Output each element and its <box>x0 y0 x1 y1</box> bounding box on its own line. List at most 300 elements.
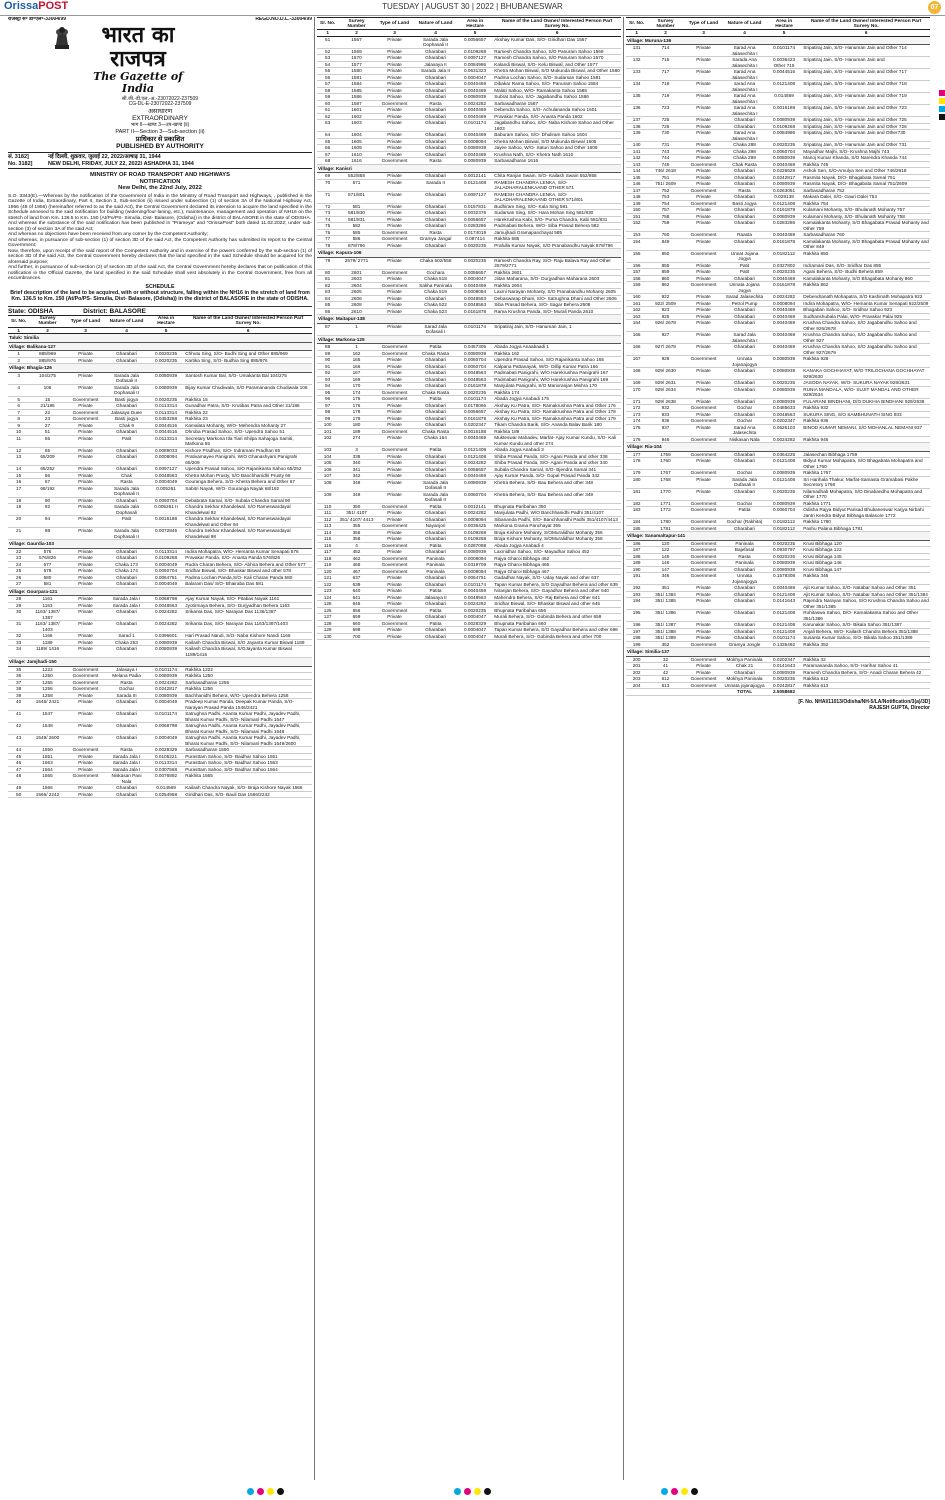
village-heading-row <box>8 342 312 351</box>
table-cell: 1189 <box>29 639 65 646</box>
table-cell: 15 <box>29 396 65 403</box>
table-cell: Gharabari <box>723 168 766 175</box>
table-cell: Pashu Palana Bibhaga 1781 <box>802 525 930 532</box>
table-cell: Government <box>375 236 415 243</box>
table-cell: 66 <box>29 472 65 479</box>
table-cell: Chandra Sekhar Khandelwal, S/O Rameswardayal Khandelwal 92 <box>184 504 312 516</box>
table-cell: 0.0121408 <box>457 179 493 191</box>
table-cell: Private <box>66 372 106 384</box>
table-cell: Gharabari <box>723 181 766 188</box>
table-cell: Private <box>684 313 724 320</box>
table-cell: 0.087414 <box>457 236 493 243</box>
table-cell: 37 <box>8 679 29 686</box>
table-cell: Gharabari <box>414 402 457 409</box>
column-number: 1 <box>626 30 647 37</box>
table-cell: 0.0263051 <box>766 187 802 194</box>
table-cell: Rasmita Nayak, D/O- Bhagabata Samal 751 <box>802 174 930 181</box>
table-cell: Manjulata Padhi, W/O Banchhanidhi Padhi 351/4107 <box>493 510 621 517</box>
table-cell: Patita <box>414 620 457 627</box>
table-cell: 0.0056657 <box>457 269 493 276</box>
yellow-dot <box>681 1488 688 1495</box>
table-cell: Government <box>66 686 106 693</box>
table-cell: 0.0080939 <box>148 692 184 699</box>
table-body <box>626 36 930 695</box>
table-cell: Ramesh Chandra Sahoo, S/O Panuram Sahoo 1570 <box>493 55 621 62</box>
land-schedule-table <box>626 17 930 696</box>
table-cell: Chita Ranjan Swain, S/O- Kailash Swain 552/858 <box>493 173 621 180</box>
table-cell: 0.0048563 <box>457 295 493 302</box>
table-cell: 0.0113314 <box>148 403 184 410</box>
table-cell: 1610 <box>338 151 374 158</box>
column-number: 6 <box>184 327 312 334</box>
table-cell: Jiitan Maharana, S/O- Durjyadhan Maharana 2603 <box>493 276 621 283</box>
table-cell: 1768 <box>647 476 683 488</box>
table-cell: Melana Padia <box>105 673 148 680</box>
table-cell: 25 <box>8 568 29 575</box>
table-cell: Government <box>375 503 415 510</box>
table-cell: Rakhita 946 <box>802 436 930 443</box>
table-cell: Private <box>684 123 724 130</box>
table-cell: 125 <box>317 601 338 608</box>
table-cell: 0.0040469 <box>457 435 493 447</box>
table-cell: Private <box>684 628 724 635</box>
table-row <box>317 173 621 180</box>
table-cell: Gharabari <box>414 363 457 370</box>
table-cell: Mayadhar Majhi, S/O- Krushna Majhi 743 <box>802 148 930 155</box>
table-cell: Gharabari <box>723 458 766 470</box>
table-cell: Private <box>684 300 724 307</box>
table-cell: 612 <box>647 676 683 683</box>
table-cell: Private <box>375 409 415 416</box>
table-cell: 338 <box>338 453 374 460</box>
table-cell: 0.005261 <box>148 485 184 497</box>
table-cell: Kalandi Biswal, S/O- Kelu Biswal, and Other 1577 <box>493 61 621 68</box>
table-cell: Gharabari <box>105 699 148 711</box>
table-cell: Rakhita 850 <box>802 250 930 262</box>
table-cell: Chaka 288 <box>723 142 766 149</box>
table-cell: 0.0178066 <box>457 402 493 409</box>
table-row <box>8 773 312 785</box>
table-cell: Makara Dalei, S/O- Gauri Dalei 753 <box>802 194 930 201</box>
table-cell: Gochar <box>723 418 766 425</box>
table-cell: Private <box>66 422 106 429</box>
table-cell: 0.0080939 <box>148 639 184 646</box>
table-cell: 68/192 <box>29 485 65 497</box>
table-cell: 467 <box>338 568 374 575</box>
column-header: Sr. No. <box>8 315 29 327</box>
table-cell: 0.0080939 <box>148 673 184 680</box>
table-cell: 581 <box>29 581 65 588</box>
village-heading-row <box>317 249 621 258</box>
table-cell: 0.0113314 <box>148 435 184 447</box>
table-cell: Rohitaswa Sahoo, D/O- Kamalakanta Sahoo and Other 351/1386 <box>802 610 930 622</box>
table-cell: Patit <box>105 516 148 528</box>
table-cell: 90 <box>317 357 338 364</box>
notification-footer <box>626 699 930 711</box>
table-cell: 698 <box>338 627 374 634</box>
table-cell: 142 <box>626 155 647 162</box>
table-cell: Patita <box>414 503 457 510</box>
table-cell: Sudarsan Sing, S/O- Hara Mohan Sing 581/830 <box>493 210 621 217</box>
table-cell: Gharabari <box>723 123 766 130</box>
table-cell: 70 <box>317 179 338 191</box>
table-cell: 122 <box>647 547 683 554</box>
table-cell: Private <box>66 357 106 364</box>
table-cell: 0.0040469 <box>766 161 802 168</box>
table-cell: 0.0044516 <box>148 429 184 436</box>
table-cell: 462 <box>338 555 374 562</box>
table-cell: 63 <box>317 120 338 132</box>
table-cell: Krushna Nath, S/O- Khetra Nath 1610 <box>493 151 621 158</box>
table-cell: Private <box>375 479 415 491</box>
table-cell: 1759 <box>647 451 683 458</box>
table-cell: Sarada II <box>414 179 457 191</box>
table-cell: 77 <box>317 236 338 243</box>
table-cell: 34 <box>8 646 29 658</box>
column-2 <box>317 17 621 1480</box>
table-cell: 745 <box>647 161 683 168</box>
table-cell: Chaka Rasta <box>414 428 457 435</box>
table-cell: 134 <box>626 81 647 93</box>
table-cell: Indira Mohapatra, W/O- Hemanta Kumar Senapati 922/2509 <box>803 300 929 306</box>
table-cell: 1565 <box>29 773 65 785</box>
table-cell: 38 <box>8 686 29 693</box>
table-cell: Sarbasadharan 1255 <box>184 679 312 686</box>
table-cell: Satrughna Padhi, Ananta Kumar Padhi, Jayadev Padhi, Bharat Kumar Padhi, S/O- Nilamani Padhi 1549/2600 <box>184 735 312 747</box>
table-cell: 0.0631323 <box>457 68 493 75</box>
table-cell: Private <box>66 692 106 699</box>
table-cell: Private <box>684 635 724 642</box>
table-cell: Niskasan Nala <box>723 436 766 443</box>
table-cell: Gharabari <box>723 598 766 610</box>
part-label: PART II—Section 3—Sub-section (ii) <box>115 129 205 136</box>
table-cell: 0.0060704 <box>148 568 184 575</box>
table-cell: 185 <box>626 525 647 532</box>
table-cell: Sripatiraj Jain, S/O- Hanuman Jain and Other 714 <box>802 45 930 57</box>
table-cell: 0.0020235 <box>766 553 802 560</box>
table-cell: 0.0020235 <box>148 357 184 364</box>
table-cell: 59 <box>317 94 338 101</box>
table-cell: 178 <box>626 458 647 470</box>
table-row <box>626 368 930 380</box>
table-cell: Baburam Sahoo, S/O- Dhuliram Sahoo 1604 <box>493 132 621 139</box>
table-row <box>8 466 312 473</box>
village-heading: Village: Kanisri <box>317 164 621 173</box>
table-cell: Private <box>375 242 415 249</box>
table-cell: 0.0254958 <box>148 791 184 798</box>
page-number-badge: 07 <box>928 1 941 14</box>
table-cell: 154 <box>626 238 647 250</box>
table-cell: 0.0121408 <box>457 447 493 454</box>
table-cell: Krushna Chandra Sahoo, S/O Jagabandhu Sahoo and Other 927 <box>802 332 930 344</box>
table-cell: Private <box>684 332 724 344</box>
yellow-swatch <box>939 98 945 104</box>
table-cell: Private <box>66 466 106 473</box>
table-row <box>317 510 621 517</box>
table-cell: 27 <box>8 581 29 588</box>
table-cell: 145 <box>647 553 683 560</box>
table-cell: 0.0080939 <box>457 549 493 556</box>
table-cell: Gharabari <box>105 581 148 588</box>
table-cell: 0.0004049 <box>148 561 184 568</box>
table-cell: Rudra Charan Behera, S/O- Abhira Behera and Other 577 <box>184 561 312 568</box>
table-cell: Agani Behera, S/O- Budhi Behera 859 <box>802 269 930 276</box>
table-cell: 1771 <box>647 500 683 507</box>
table-cell: 98 <box>29 528 65 540</box>
table-cell: 45 <box>8 753 29 760</box>
table-cell: 0.0064751 <box>457 575 493 582</box>
table-cell: Rajya Gharoi Bibhaga 462 <box>493 555 621 562</box>
table-cell: Gharabari <box>723 622 766 629</box>
table-cell: 571 <box>338 179 374 191</box>
table-cell: 197 <box>626 628 647 635</box>
table-cell: Gharabari <box>414 210 457 217</box>
table-cell: 0.0040469 <box>457 107 493 114</box>
table-row <box>8 357 312 364</box>
table-cell: Rakhita 928 <box>802 356 930 368</box>
table-cell: Ramesh Chandra Sahoo, S/O Panuram Sahoo 1569 <box>493 48 621 55</box>
table-cell: 0.0020235 <box>766 269 802 276</box>
table-cell: 2579/ 2771 <box>338 257 374 269</box>
table-body <box>8 334 312 798</box>
table-cell: Gharabari <box>105 548 148 555</box>
table-cell: 175 <box>338 396 374 403</box>
table-cell: 0.0040469 <box>766 344 802 356</box>
table-cell: 22 <box>29 409 65 416</box>
table-cell: Sripatiraj Jain, S/O- Hanuman Jain and Other 719 <box>802 93 930 105</box>
file-reference: [F. No. NHAI/11013/Odisha/NH-5/LA/Notification/3(a)/3D] <box>798 698 930 705</box>
table-cell: 180 <box>338 422 374 429</box>
table-cell: Chandra Sekhar Khandelwal, S/O Rameswardayal Khandelwal and Other 94 <box>184 516 312 528</box>
table-cell: 0.014569 <box>766 93 802 105</box>
table-cell: 5 <box>8 396 29 403</box>
table-cell: 0.0048563 <box>457 594 493 601</box>
table-cell: 926/ 2678 <box>647 320 683 332</box>
table-cell: 127 <box>317 614 338 621</box>
table-cell: 122 <box>317 581 338 588</box>
table-cell: Padma Lochan Panda,S/O- Kali Charan Panda 580 <box>184 574 312 581</box>
table-cell: 0.0020235 <box>457 257 493 269</box>
table-cell: 89 <box>317 350 338 357</box>
table-cell: Sarada Ana Jalasechita I <box>723 57 766 69</box>
table-cell: 0.0040469 <box>766 585 802 592</box>
table-cell: Gharabari <box>723 525 766 532</box>
table-cell: 78 <box>317 242 338 249</box>
table-cell: 52 <box>317 48 338 55</box>
table-cell: Sarad 1 <box>105 633 148 640</box>
table-cell: 17 <box>8 485 29 497</box>
table-cell: Gharabari <box>414 94 457 101</box>
column-header: Area in Hectare <box>457 18 493 30</box>
table-cell: 149 <box>626 200 647 207</box>
table-cell: 168 <box>626 368 647 380</box>
table-cell: Mahendra Behera, S/O- Raj Behera and Other 641 <box>493 594 621 601</box>
table-cell: Private <box>684 488 724 500</box>
table-cell: 1577 <box>338 61 374 68</box>
table-cell: 15 <box>8 472 29 479</box>
table-cell: Krusi Bibhaga 120 <box>802 540 930 547</box>
table-cell: Subrat Sahoo, S/O- Jagabandhu Sahoo 1586 <box>493 94 621 101</box>
table-cell: Private <box>375 289 415 296</box>
table-cell: 0.0113314 <box>148 760 184 767</box>
table-cell: Private <box>375 376 415 383</box>
dateline: TUESDAY | AUGUST 30 | 2022 | BHUBANESWAR <box>382 2 563 11</box>
table-cell: Government <box>684 405 724 412</box>
table-cell: 0.0526103 <box>766 424 802 436</box>
table-cell: 946 <box>647 436 683 443</box>
table-cell: 153 <box>626 232 647 239</box>
table-cell: Rajya Gharoi Bibhaga 467 <box>493 568 621 575</box>
table-cell: 145 <box>626 174 647 181</box>
table-row <box>626 386 930 398</box>
village-heading: Village: Markona-125 <box>317 335 621 344</box>
table-cell: 341 <box>338 466 374 473</box>
table-cell: Private <box>684 168 724 175</box>
table-cell: 0.0141643 <box>766 598 802 610</box>
table-cell: Tikam Chandra Barik, S/O- Ananda Balav Barik 180 <box>493 422 621 429</box>
table-cell: 0.0327802 <box>766 262 802 269</box>
table-cell: 36 <box>8 673 29 680</box>
table-cell: 0.0097127 <box>457 191 493 203</box>
table-cell: 144 <box>626 168 647 175</box>
table-cell: Laxmidhar Sahoo, S/O- Mayadhar Sahoo 452 <box>493 549 621 556</box>
table-cell: 104/275 <box>29 372 65 384</box>
table-cell: 0.0036423 Other 715 <box>766 57 802 69</box>
table-cell: Private <box>375 55 415 62</box>
table-cell: Gharabari <box>414 216 457 223</box>
table-cell: Private <box>375 87 415 94</box>
table-cell: Gharabari <box>414 132 457 139</box>
column-header: Sr. No. <box>626 18 647 30</box>
table-cell: 133 <box>626 69 647 81</box>
table-cell: 1780 <box>647 519 683 526</box>
table-cell: Upendra Prasad Sahoo, S/O Rajanikanta Sahoo 65/252 <box>184 466 312 473</box>
table-row <box>626 220 930 232</box>
table-cell: Private <box>684 148 724 155</box>
table-cell: Private <box>375 61 415 68</box>
table-cell: Government <box>375 428 415 435</box>
table-cell: Rama Krushna Panda, S/O- Murali Panda 2610 <box>493 308 621 315</box>
table-row <box>8 372 312 384</box>
ministry-heading <box>8 172 312 192</box>
table-cell: 121 <box>317 575 338 582</box>
table-cell: Gharabari <box>723 628 766 635</box>
table-row <box>317 191 621 203</box>
table-cell: Gharabari <box>723 566 766 573</box>
table-cell: Private <box>66 516 106 528</box>
table-cell: Government <box>684 676 724 683</box>
table-cell: Private <box>684 344 724 356</box>
table-cell: 170 <box>626 386 647 398</box>
village-heading-row <box>8 587 312 596</box>
table-cell: Kamalakanta Mohanty, S/O Bhagabata Mohanty 860 <box>802 275 930 282</box>
table-cell: 1547 <box>29 711 65 723</box>
table-row <box>626 320 930 332</box>
column-1 <box>8 17 312 1480</box>
table-cell: 351/ 1384 <box>647 591 683 598</box>
table-cell: Private <box>66 760 106 767</box>
table-cell: Private <box>375 132 415 139</box>
table-cell: Private <box>375 529 415 536</box>
table-cell: Government <box>684 161 724 168</box>
table-cell: Private <box>66 574 106 581</box>
table-cell: 0.0121408 <box>766 610 802 622</box>
table-cell: Gharabari <box>414 466 457 473</box>
table-cell: Gharabari <box>414 203 457 210</box>
table-cell: 726 <box>647 123 683 130</box>
table-cell: Manoj Kumar Khanda, S/O Narendra Khanda 744 <box>802 155 930 162</box>
issue-date-english: NEW DELHI, FRIDAY, JULY 22, 2022/ ASHADHA 31, 1944 <box>48 160 194 167</box>
table-cell: Chaka 164 <box>414 435 457 447</box>
table-cell: 340 <box>338 460 374 467</box>
table-cell: 1581 <box>338 74 374 81</box>
table-cell: 878/796 <box>338 242 374 249</box>
table-row <box>8 621 312 633</box>
table-cell: Gharabari <box>414 223 457 230</box>
table-cell: 61 <box>317 107 338 114</box>
table-cell: Harekrushna Kabi, S/O- Purna Chandra, Kabi 581/831 <box>493 216 621 223</box>
table-cell: 936 <box>647 418 683 425</box>
table-cell: 99 <box>317 415 338 422</box>
table-cell: 0.0242817 <box>766 174 802 181</box>
table-cell: Braja Kishore Mohanty, S/OMuralidhar Mohanty 356 <box>493 529 621 536</box>
table-cell: 0.0161878 <box>766 238 802 250</box>
table-row <box>317 479 621 491</box>
table-row <box>8 403 312 410</box>
table-cell: 0.0040469 <box>457 132 493 139</box>
table-cell: 29 <box>8 602 29 609</box>
table-cell: 885/976 <box>29 357 65 364</box>
table-cell: Private <box>375 357 415 364</box>
table-cell: 0.0242817 <box>148 686 184 693</box>
table-cell: 0.0008094 <box>148 454 184 466</box>
table-cell: 1256 <box>29 686 65 693</box>
registration-dots <box>661 1485 698 1497</box>
table-cell: Manjulata Panigrahi, S/O Manoranjan Mishra 170 <box>493 383 621 390</box>
table-cell: 925 <box>647 313 683 320</box>
table-cell: 42 <box>647 669 683 676</box>
table-cell: Private <box>684 368 724 380</box>
table-cell: 157 <box>626 269 647 276</box>
table-cell: Kailash Chandra Nayak, S/O- Braja Kishore Nayak 1566 <box>184 785 312 792</box>
table-cell: 1548 <box>29 723 65 735</box>
table-cell: 39 <box>8 692 29 699</box>
column-number: 4 <box>723 30 766 37</box>
state-label: State: ODISHA <box>8 307 54 315</box>
table-row <box>317 323 621 335</box>
table-cell: Purasttam Sahoo, S/O- Baidhar Sahoo 1563 <box>184 760 312 767</box>
table-cell: Private <box>375 173 415 180</box>
table-cell: Chak 9 <box>105 422 148 429</box>
column-number: 6 <box>802 30 930 37</box>
table-cell: Sarbasadharan 1616 <box>493 158 621 165</box>
table-cell: 346 <box>647 573 683 585</box>
table-cell: Gharabari <box>105 429 148 436</box>
table-cell: 0.0040469 <box>457 282 493 289</box>
table-cell: Chhutu Sing, S/O- Budhi Sing and Other 885/969 <box>184 351 312 358</box>
table-cell: 162 <box>626 307 647 314</box>
column-number: 5 <box>766 30 802 37</box>
gazette-title <box>78 23 198 95</box>
table-cell: 147 <box>647 566 683 573</box>
table-cell: 128 <box>317 620 338 627</box>
cg-number <box>8 97 312 109</box>
table-cell: Sripatiraj Jain, S/O- Hanuman Jain and Other730 <box>802 130 930 142</box>
table-cell: Private <box>66 699 106 711</box>
table-cell: Private <box>375 308 415 315</box>
table-cell: 176 <box>338 402 374 409</box>
table-cell: Odisha Rajya Bidyut Parisad Bhubaneswar Karjya Nirbahi Jantri Kendra Bidyut Bibhaga Balasore 1772 <box>802 507 930 519</box>
